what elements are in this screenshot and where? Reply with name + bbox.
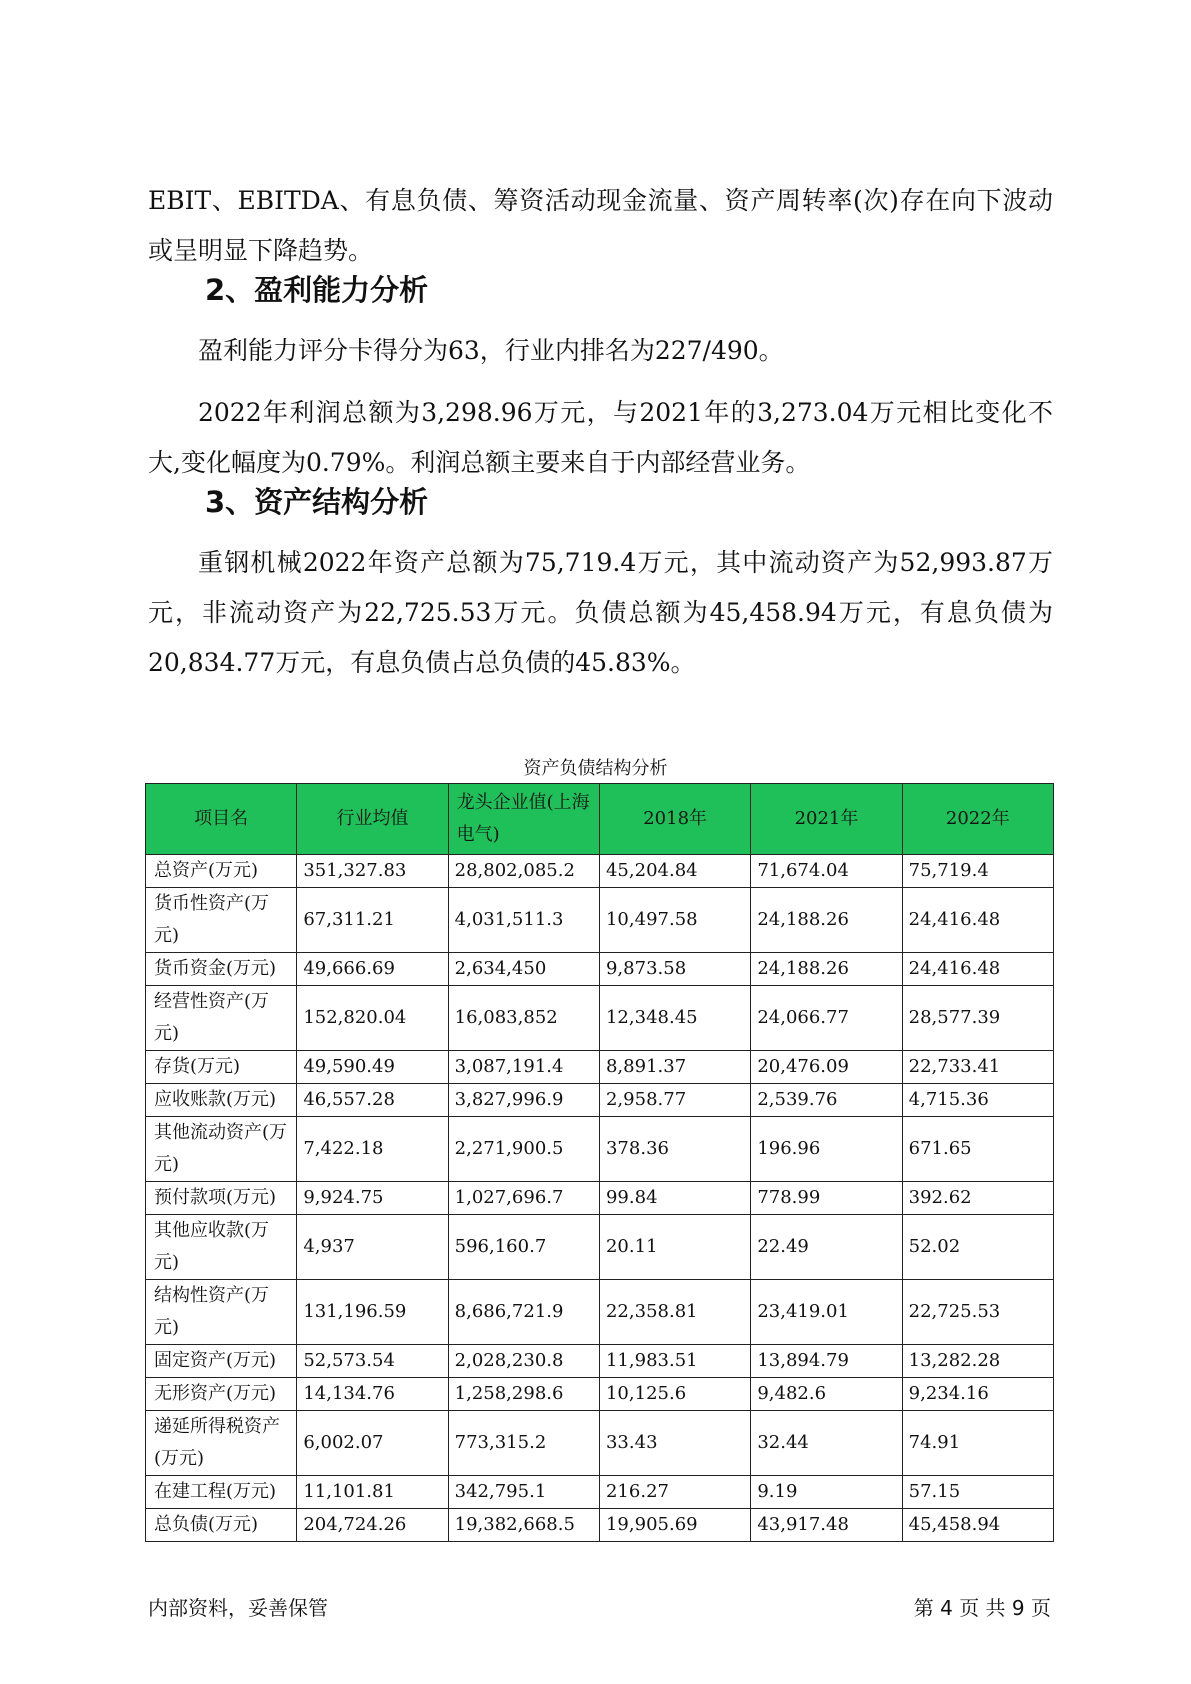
table-caption: 资产负债结构分析 bbox=[523, 758, 668, 779]
cell-value: 671.65 bbox=[902, 1117, 1053, 1182]
cell-item-name: 存货(万元) bbox=[146, 1051, 297, 1084]
cell-value: 6,002.07 bbox=[297, 1411, 448, 1476]
table-row bbox=[146, 1084, 1054, 1117]
cell-value: 45,458.94 bbox=[902, 1509, 1053, 1542]
cell-value: 16,083,852 bbox=[448, 986, 599, 1051]
cell-value: 23,419.01 bbox=[751, 1280, 902, 1345]
table-row bbox=[146, 855, 1054, 888]
cell-value: 2,028,230.8 bbox=[448, 1345, 599, 1378]
cell-value: 351,327.83 bbox=[297, 855, 448, 888]
col-header-2021: 2021年 bbox=[751, 784, 902, 855]
cell-item-name: 货币资金(万元) bbox=[146, 953, 297, 986]
cell-value: 9,873.58 bbox=[599, 953, 750, 986]
cell-value: 131,196.59 bbox=[297, 1280, 448, 1345]
cell-item-name: 在建工程(万元) bbox=[146, 1476, 297, 1509]
cell-item-name: 应收账款(万元) bbox=[146, 1084, 297, 1117]
cell-value: 28,577.39 bbox=[902, 986, 1053, 1051]
cell-value: 773,315.2 bbox=[448, 1411, 599, 1476]
cell-value: 33.43 bbox=[599, 1411, 750, 1476]
cell-value: 378.36 bbox=[599, 1117, 750, 1182]
cell-value: 20,476.09 bbox=[751, 1051, 902, 1084]
cell-value: 7,422.18 bbox=[297, 1117, 448, 1182]
cell-value: 14,134.76 bbox=[297, 1378, 448, 1411]
cell-item-name: 预付款项(万元) bbox=[146, 1182, 297, 1215]
paragraph-risk-trends: EBIT、EBITDA、有息负债、筹资活动现金流量、资产周转率(次)存在向下波动或呈明显下降趋势。 bbox=[148, 186, 1053, 265]
cell-value: 28,802,085.2 bbox=[448, 855, 599, 888]
cell-item-name: 总负债(万元) bbox=[146, 1509, 297, 1542]
cell-value: 13,894.79 bbox=[751, 1345, 902, 1378]
table-row bbox=[146, 1509, 1054, 1542]
cell-value: 57.15 bbox=[902, 1476, 1053, 1509]
cell-value: 67,311.21 bbox=[297, 888, 448, 953]
cell-value: 342,795.1 bbox=[448, 1476, 599, 1509]
table-row bbox=[146, 986, 1054, 1051]
cell-value: 9,482.6 bbox=[751, 1378, 902, 1411]
cell-value: 9.19 bbox=[751, 1476, 902, 1509]
cell-value: 24,066.77 bbox=[751, 986, 902, 1051]
cell-item-name: 递延所得税资产(万元) bbox=[146, 1411, 297, 1476]
cell-item-name: 固定资产(万元) bbox=[146, 1345, 297, 1378]
cell-value: 1,258,298.6 bbox=[448, 1378, 599, 1411]
cell-value: 32.44 bbox=[751, 1411, 902, 1476]
table-row bbox=[146, 1345, 1054, 1378]
cell-value: 22,733.41 bbox=[902, 1051, 1053, 1084]
cell-value: 52.02 bbox=[902, 1215, 1053, 1280]
table-row bbox=[146, 953, 1054, 986]
cell-value: 9,924.75 bbox=[297, 1182, 448, 1215]
cell-item-name: 其他应收款(万元) bbox=[146, 1215, 297, 1280]
cell-value: 22,358.81 bbox=[599, 1280, 750, 1345]
table-row bbox=[146, 1215, 1054, 1280]
cell-value: 10,497.58 bbox=[599, 888, 750, 953]
cell-item-name: 无形资产(万元) bbox=[146, 1378, 297, 1411]
cell-value: 9,234.16 bbox=[902, 1378, 1053, 1411]
cell-value: 43,917.48 bbox=[751, 1509, 902, 1542]
cell-value: 4,715.36 bbox=[902, 1084, 1053, 1117]
cell-value: 52,573.54 bbox=[297, 1345, 448, 1378]
paragraph-asset-structure: 重钢机械2022年资产总额为75,719.4万元，其中流动资产为52,993.87万元，非流动资产为22,725.53万元。负债总额为45,458.94万元，有息负债为20,834.77万元，有息负债占总负债的45.83%。 bbox=[148, 548, 1053, 677]
cell-value: 22.49 bbox=[751, 1215, 902, 1280]
table-row bbox=[146, 1182, 1054, 1215]
cell-value: 49,590.49 bbox=[297, 1051, 448, 1084]
table-row bbox=[146, 1280, 1054, 1345]
balance-structure-table bbox=[145, 783, 1054, 1542]
cell-value: 24,188.26 bbox=[751, 888, 902, 953]
cell-value: 46,557.28 bbox=[297, 1084, 448, 1117]
cell-item-name: 经营性资产(万元) bbox=[146, 986, 297, 1051]
cell-value: 778.99 bbox=[751, 1182, 902, 1215]
cell-value: 71,674.04 bbox=[751, 855, 902, 888]
footer-page-number: 第 4 页 共 9 页 bbox=[913, 1596, 1051, 1620]
cell-value: 2,634,450 bbox=[448, 953, 599, 986]
cell-value: 19,905.69 bbox=[599, 1509, 750, 1542]
col-header-item: 项目名 bbox=[146, 784, 297, 855]
section-heading-profitability: 2、盈利能力分析 bbox=[205, 273, 429, 307]
cell-value: 10,125.6 bbox=[599, 1378, 750, 1411]
cell-value: 45,204.84 bbox=[599, 855, 750, 888]
col-header-industry-avg: 行业均值 bbox=[297, 784, 448, 855]
table-row bbox=[146, 1411, 1054, 1476]
col-header-2018: 2018年 bbox=[599, 784, 750, 855]
cell-value: 596,160.7 bbox=[448, 1215, 599, 1280]
cell-value: 1,027,696.7 bbox=[448, 1182, 599, 1215]
col-header-leader: 龙头企业值(上海电气) bbox=[448, 784, 599, 855]
cell-value: 24,188.26 bbox=[751, 953, 902, 986]
cell-value: 24,416.48 bbox=[902, 953, 1053, 986]
footer-confidential-note: 内部资料，妥善保管 bbox=[148, 1596, 328, 1620]
cell-value: 22,725.53 bbox=[902, 1280, 1053, 1345]
cell-value: 152,820.04 bbox=[297, 986, 448, 1051]
cell-value: 8,686,721.9 bbox=[448, 1280, 599, 1345]
cell-value: 12,348.45 bbox=[599, 986, 750, 1051]
cell-value: 216.27 bbox=[599, 1476, 750, 1509]
cell-value: 4,031,511.3 bbox=[448, 888, 599, 953]
cell-value: 49,666.69 bbox=[297, 953, 448, 986]
table-header-row bbox=[146, 784, 1054, 855]
cell-value: 11,101.81 bbox=[297, 1476, 448, 1509]
cell-value: 4,937 bbox=[297, 1215, 448, 1280]
cell-value: 2,271,900.5 bbox=[448, 1117, 599, 1182]
cell-item-name: 结构性资产(万元) bbox=[146, 1280, 297, 1345]
table-row bbox=[146, 1476, 1054, 1509]
cell-value: 19,382,668.5 bbox=[448, 1509, 599, 1542]
table-row bbox=[146, 1117, 1054, 1182]
section-heading-asset-structure: 3、资产结构分析 bbox=[205, 485, 429, 519]
cell-value: 74.91 bbox=[902, 1411, 1053, 1476]
cell-value: 3,087,191.4 bbox=[448, 1051, 599, 1084]
cell-value: 2,958.77 bbox=[599, 1084, 750, 1117]
cell-value: 75,719.4 bbox=[902, 855, 1053, 888]
cell-value: 204,724.26 bbox=[297, 1509, 448, 1542]
cell-value: 13,282.28 bbox=[902, 1345, 1053, 1378]
col-header-2022: 2022年 bbox=[902, 784, 1053, 855]
cell-value: 2,539.76 bbox=[751, 1084, 902, 1117]
table-row bbox=[146, 1378, 1054, 1411]
cell-value: 24,416.48 bbox=[902, 888, 1053, 953]
cell-value: 196.96 bbox=[751, 1117, 902, 1182]
cell-item-name: 货币性资产(万元) bbox=[146, 888, 297, 953]
cell-item-name: 总资产(万元) bbox=[146, 855, 297, 888]
cell-value: 392.62 bbox=[902, 1182, 1053, 1215]
table-row bbox=[146, 1051, 1054, 1084]
cell-value: 20.11 bbox=[599, 1215, 750, 1280]
cell-value: 3,827,996.9 bbox=[448, 1084, 599, 1117]
paragraph-profit-score: 盈利能力评分卡得分为63，行业内排名为227/490。 bbox=[198, 336, 784, 365]
cell-item-name: 其他流动资产(万元) bbox=[146, 1117, 297, 1182]
cell-value: 11,983.51 bbox=[599, 1345, 750, 1378]
cell-value: 8,891.37 bbox=[599, 1051, 750, 1084]
cell-value: 99.84 bbox=[599, 1182, 750, 1215]
paragraph-profit-total: 2022年利润总额为3,298.96万元，与2021年的3,273.04万元相比变化不大,变化幅度为0.79%。利润总额主要来自于内部经营业务。 bbox=[148, 398, 1053, 477]
table-row bbox=[146, 888, 1054, 953]
